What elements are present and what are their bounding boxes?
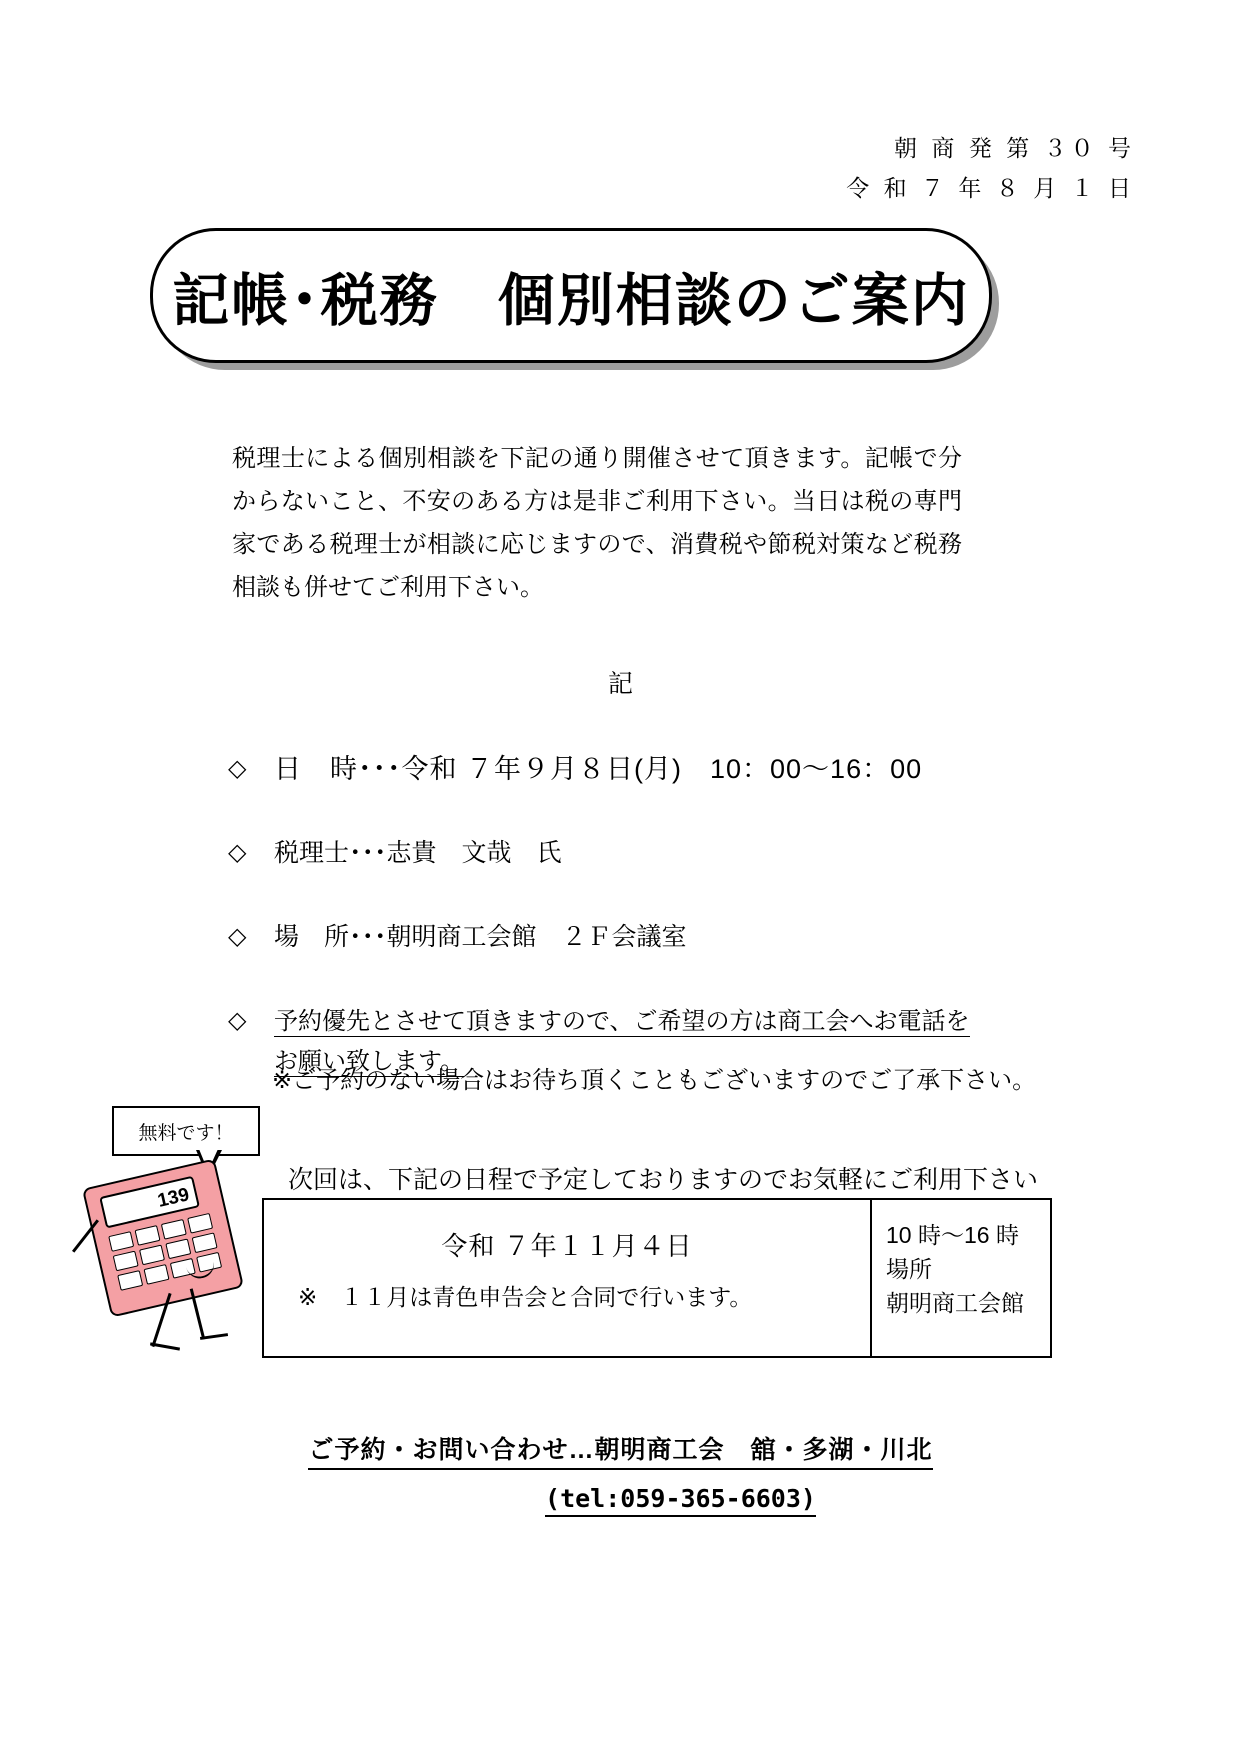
next-schedule-main-cell bbox=[264, 1200, 872, 1356]
contact-phone: (tel:059-365-6603) bbox=[545, 1484, 816, 1517]
next-schedule-place-label: 場所 bbox=[886, 1256, 932, 1282]
calculator-key bbox=[139, 1245, 165, 1266]
next-schedule-note: ※ １１月は青色申告会と合同で行います。 bbox=[298, 1284, 753, 1310]
diamond-icon: ◇ bbox=[228, 1007, 247, 1034]
item-advisor: 税理士･･･志貴 文哉 氏 bbox=[274, 839, 562, 867]
calculator-key bbox=[135, 1225, 161, 1246]
reservation-note: ※ご予約のない場合はお待ち頂くこともございますのでご了承下さい。 bbox=[272, 1067, 1037, 1094]
calculator-key bbox=[161, 1219, 187, 1240]
calculator-key bbox=[113, 1251, 139, 1272]
list-item bbox=[228, 918, 988, 956]
calculator-mascot-icon bbox=[82, 1158, 244, 1317]
next-schedule-lead: 次回は、下記の日程で予定しておりますのでお気軽にご利用下さい bbox=[288, 1166, 1039, 1194]
calculator-key bbox=[192, 1232, 218, 1253]
calculator-key bbox=[144, 1264, 170, 1285]
next-schedule-place: 朝明商工会館 bbox=[886, 1290, 1024, 1316]
contact-footer bbox=[0, 1430, 1241, 1517]
diamond-icon: ◇ bbox=[228, 839, 247, 866]
title-banner bbox=[150, 228, 990, 361]
free-callout-bubble bbox=[112, 1106, 260, 1156]
list-item bbox=[228, 834, 988, 872]
reservation-line1: とさせて頂きますので、ご希望の方は商工会へお電話を bbox=[370, 1008, 970, 1035]
calculator-key bbox=[108, 1231, 134, 1252]
diamond-icon: ◇ bbox=[228, 923, 247, 950]
list-item bbox=[228, 750, 988, 788]
document-date: 令 和 ７ 年 ８ 月 １ 日 bbox=[846, 175, 1135, 201]
calculator-keys bbox=[108, 1213, 222, 1291]
free-callout-text: 無料です！ bbox=[138, 1122, 234, 1144]
intro-paragraph: 税理士による個別相談を下記の通り開催させて頂きます。記帳で分からないこと、不安のある方は是非ご利用下さい。当日は税の専門家である税理士が相談に応じますので、消費税や節税対策など税務相談も併せてご利用下さい。 bbox=[232, 445, 962, 601]
reservation-line2: お願い致します。 bbox=[274, 1048, 465, 1075]
next-schedule-table bbox=[262, 1198, 1052, 1358]
detail-list bbox=[228, 750, 988, 1090]
contact-line: ご予約・お問い合わせ…朝明商工会 舘・多湖・川北 bbox=[308, 1430, 932, 1470]
ki-mark: 記 bbox=[607, 670, 633, 698]
document-header bbox=[846, 128, 1135, 208]
document-number: 朝 商 発 第 ３０ 号 bbox=[894, 135, 1135, 161]
calculator-key bbox=[117, 1270, 143, 1291]
reservation-emphasis: 予約優先 bbox=[274, 1008, 370, 1035]
next-schedule-date: 令和 ７年１１月４日 bbox=[441, 1231, 693, 1261]
mascot-foot-icon bbox=[150, 1342, 180, 1350]
title-banner-box bbox=[150, 228, 992, 363]
next-schedule-info-cell bbox=[872, 1200, 1050, 1356]
diamond-icon: ◇ bbox=[228, 755, 247, 782]
page-title: 記帳･税務 個別相談のご案内 bbox=[172, 268, 970, 333]
next-schedule-time: 10 時～16 時 bbox=[886, 1222, 1019, 1248]
calculator-display: 139 bbox=[99, 1176, 200, 1229]
item-datetime: 日 時･･･令和 ７年９月８日(月) 10：00～16：00 bbox=[274, 754, 923, 784]
calculator-key bbox=[187, 1213, 213, 1234]
item-venue: 場 所･･･朝明商工会館 ２Ｆ会議室 bbox=[274, 923, 687, 951]
calculator-key bbox=[165, 1238, 191, 1259]
